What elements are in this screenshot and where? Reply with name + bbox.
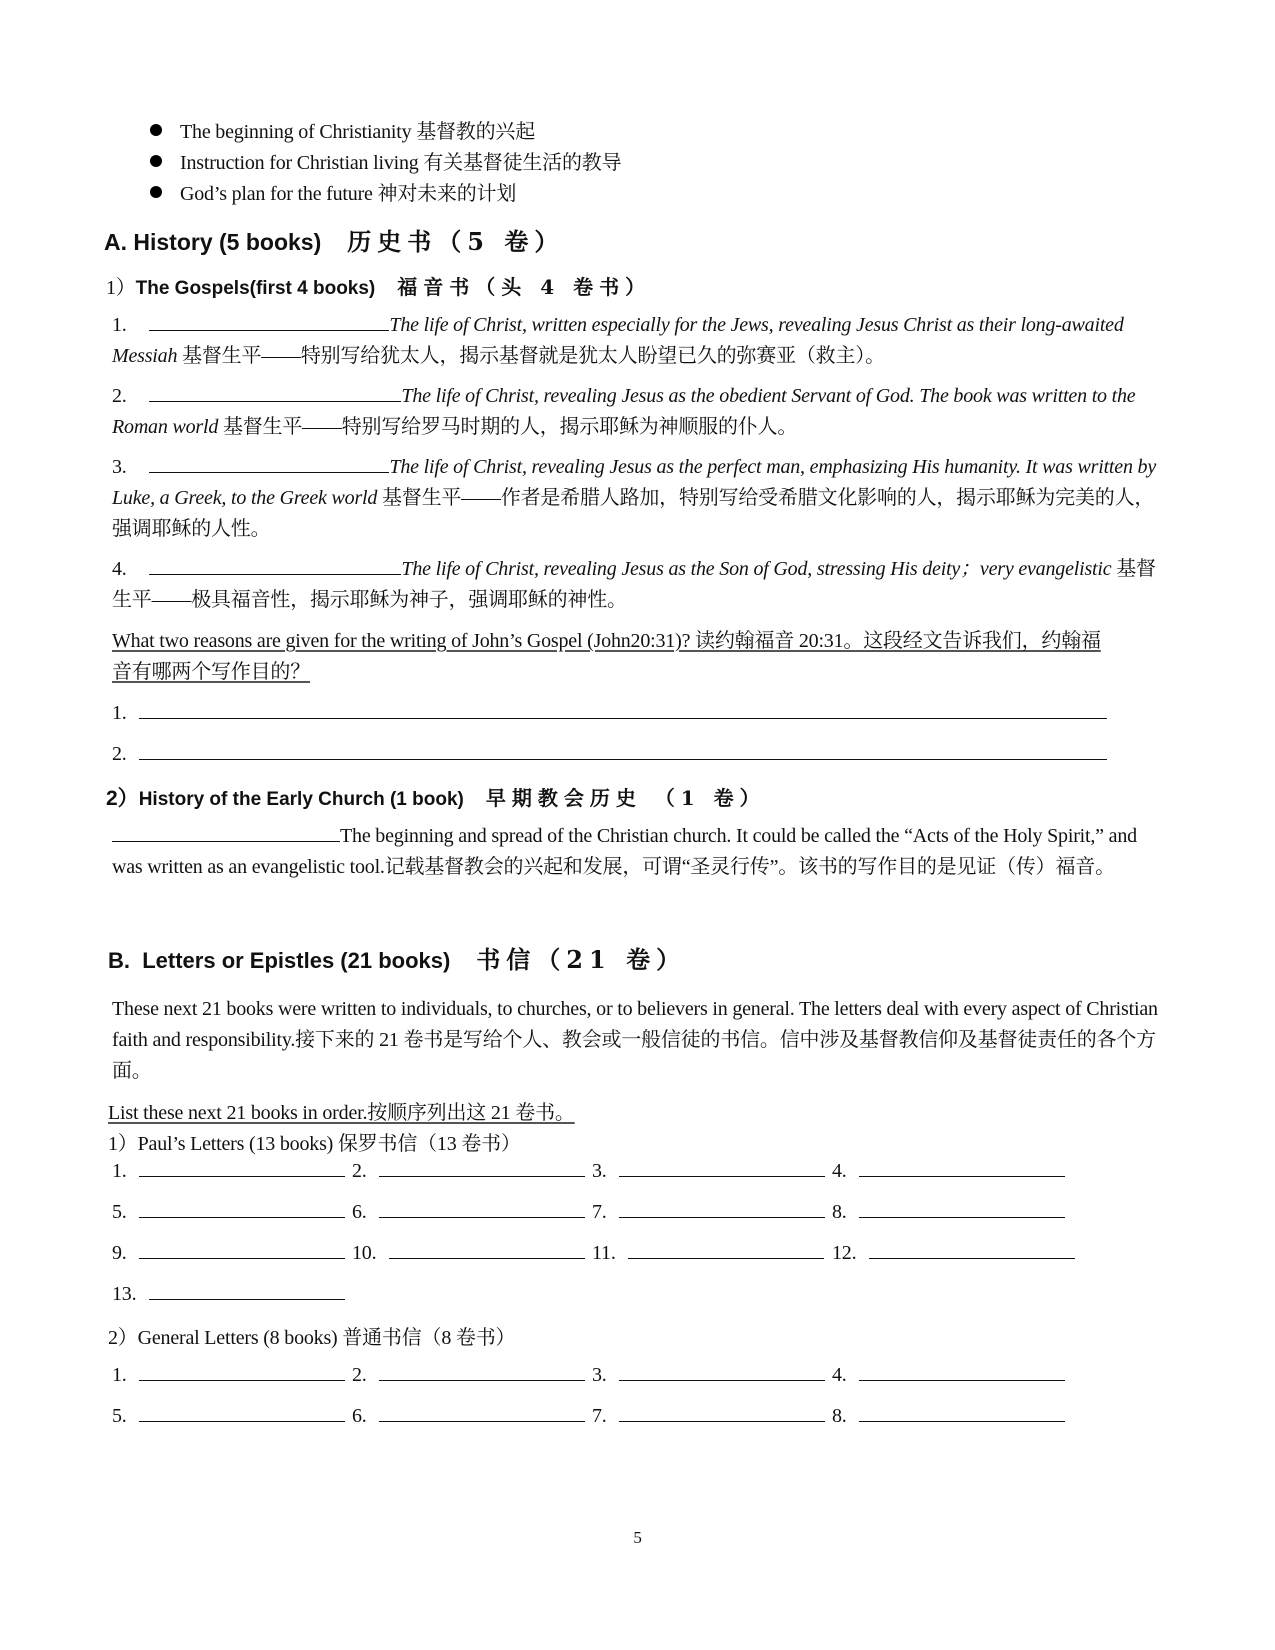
item-text-en: The life of Christ, written especially for the Jews, revealing Jesus Christ as their long-awaited Messiah xyxy=(112,314,1124,367)
pauls-letters-heading: 1）Paul’s Letters (13 books) 保罗书信（13 卷书） xyxy=(108,1133,521,1155)
blank-number: 9. xyxy=(112,1242,127,1264)
section-b-heading xyxy=(108,940,686,975)
answer-blank[interactable] xyxy=(619,1362,825,1381)
bullet-text: The beginning of Christianity 基督教的兴起 xyxy=(180,121,535,143)
section-b-intro: These next 21 books were written to individuals, to churches, or to believers in general. The letters deal with every aspect of Christian faith and responsibility.接下来的 21 卷书是写给个人、教会或一般信徒的书信。信中涉及基督教信仰及基督徒责任的各个方面。 xyxy=(112,998,1158,1082)
answer-blank[interactable] xyxy=(149,383,401,402)
bullet-item xyxy=(150,177,516,206)
item-text-en: The life of Christ, revealing Jesus as the Son of God, stressing His deity；very evangelistic xyxy=(401,558,1112,580)
blank-number: 10. xyxy=(352,1242,377,1264)
answer-line-2 xyxy=(112,741,1107,766)
answer-blank[interactable] xyxy=(139,1240,345,1259)
answer-blank[interactable] xyxy=(149,454,389,473)
answer-blank[interactable] xyxy=(859,1403,1065,1422)
answer-blank[interactable] xyxy=(139,1199,345,1218)
section-a-heading-cn: 历史书（5 卷） xyxy=(347,227,565,256)
pauls-letters-row xyxy=(112,1281,352,1306)
answer-blank[interactable] xyxy=(139,1403,345,1422)
item-text-en: The life of Christ, revealing Jesus as the perfect man, emphasizing His humanity. It was written by Luke, a Greek, to the Greek world xyxy=(112,456,1157,509)
blank-number: 12. xyxy=(832,1242,857,1264)
section-a-heading-en: A. History (5 books) xyxy=(104,229,322,255)
item-number: 1. xyxy=(112,314,127,336)
answer-blank[interactable] xyxy=(149,312,389,331)
answer-blank[interactable] xyxy=(149,556,401,575)
pauls-letters-row xyxy=(112,1240,1092,1265)
answer-blank[interactable] xyxy=(389,1240,585,1259)
item-number: 3. xyxy=(112,456,127,478)
item-text-en: The life of Christ, revealing Jesus as the obedient Servant of God. The book was written to the Roman world xyxy=(112,385,1136,438)
section-b-heading-cn: 书信（21 卷） xyxy=(476,945,687,974)
gospels-heading-cn: 福音书（头 4 卷书） xyxy=(397,275,652,299)
answer-blank[interactable] xyxy=(859,1199,1065,1218)
answer-blank[interactable] xyxy=(619,1158,825,1177)
answer-blank[interactable] xyxy=(112,823,340,842)
answer-blank[interactable] xyxy=(619,1199,825,1218)
blank-number: 5. xyxy=(112,1201,127,1223)
item-text-cn: 基督生平——特别写给犹太人，揭示基督就是犹太人盼望已久的弥赛亚（救主）。 xyxy=(177,345,885,367)
blank-number: 2. xyxy=(352,1364,367,1386)
bullet-item xyxy=(150,115,535,144)
blank-number: 13. xyxy=(112,1283,137,1305)
gospel-item-4 xyxy=(112,554,1162,616)
blank-number: 5. xyxy=(112,1405,127,1427)
bullet-text: God’s plan for the future 神对未来的计划 xyxy=(180,183,517,205)
pauls-letters-row xyxy=(112,1199,1082,1224)
answer-blank[interactable] xyxy=(628,1240,824,1259)
blank-number: 7. xyxy=(592,1201,607,1223)
answer-blank[interactable] xyxy=(379,1362,585,1381)
blank-number: 1. xyxy=(112,1364,127,1386)
gospels-heading-en: The Gospels(first 4 books) xyxy=(135,278,376,299)
blank-number: 11. xyxy=(592,1242,616,1264)
blank-number: 4. xyxy=(832,1364,847,1386)
bullet-icon xyxy=(150,124,162,136)
early-church-text xyxy=(112,821,1162,883)
answer-line-1 xyxy=(112,700,1107,725)
john-question: What two reasons are given for the writing of John’s Gospel (John20:31)? 读约翰福音 20:31。这段经文告诉我们，约翰福音有哪两个写作目的？ xyxy=(112,630,1101,683)
answer-number: 1. xyxy=(112,702,127,724)
general-letters-row xyxy=(112,1362,1082,1387)
gospels-heading xyxy=(106,271,651,300)
blank-number: 7. xyxy=(592,1405,607,1427)
item-number: 4. xyxy=(112,558,127,580)
answer-blank[interactable] xyxy=(139,741,1107,760)
gospels-heading-num: 1） xyxy=(106,277,136,299)
bullet-icon xyxy=(150,186,162,198)
early-church-heading-en: History of the Early Church (1 book) xyxy=(138,789,464,810)
answer-blank[interactable] xyxy=(139,700,1107,719)
gospel-item-2 xyxy=(112,381,1162,443)
blank-number: 8. xyxy=(832,1405,847,1427)
answer-blank[interactable] xyxy=(139,1362,345,1381)
gospel-item-1 xyxy=(112,310,1162,372)
blank-number: 8. xyxy=(832,1201,847,1223)
answer-blank[interactable] xyxy=(379,1158,585,1177)
blank-number: 2. xyxy=(352,1160,367,1182)
answer-blank[interactable] xyxy=(379,1199,585,1218)
page-number: 5 xyxy=(633,1528,642,1547)
gospel-item-3 xyxy=(112,452,1162,545)
section-a-heading xyxy=(104,222,564,257)
answer-blank[interactable] xyxy=(379,1403,585,1422)
item-text-cn: 基督生平——极具福音性，揭示耶稣为神子，强调耶稣的神性。 xyxy=(112,558,1156,611)
early-church-heading-cn: 早期教会历史 （1 卷） xyxy=(485,786,766,810)
item-text-cn: 基督生平——作者是希腊人路加，特别写给受希腊文化影响的人，揭示耶稣为完美的人，强调耶稣的人性。 xyxy=(112,487,1155,540)
blank-number: 3. xyxy=(592,1364,607,1386)
blank-number: 1. xyxy=(112,1160,127,1182)
answer-blank[interactable] xyxy=(869,1240,1075,1259)
item-text-cn: 基督生平——特别写给罗马时期的人，揭示耶稣为神顺服的仆人。 xyxy=(218,416,798,438)
answer-number: 2. xyxy=(112,743,127,765)
list-instruction: List these next 21 books in order.按顺序列出这 21 卷书。 xyxy=(108,1102,575,1124)
bullet-text: Instruction for Christian living 有关基督徒生活的教导 xyxy=(180,152,622,174)
answer-blank[interactable] xyxy=(859,1362,1065,1381)
blank-number: 4. xyxy=(832,1160,847,1182)
general-letters-row xyxy=(112,1403,1082,1428)
answer-blank[interactable] xyxy=(149,1281,345,1300)
pauls-letters-row xyxy=(112,1158,1082,1183)
section-b-heading-en: B. Letters or Epistles (21 books) xyxy=(108,948,451,973)
bullet-item xyxy=(150,146,621,175)
blank-number: 6. xyxy=(352,1405,367,1427)
bullet-icon xyxy=(150,155,162,167)
answer-blank[interactable] xyxy=(139,1158,345,1177)
early-church-description: The beginning and spread of the Christian church. It could be called the “Acts of the Holy Spirit,” and was written as an evangelistic tool.记载基督教会的兴起和发展，可谓“圣灵行传”。该书的写作目的是见证（传）福音。 xyxy=(112,825,1137,878)
blank-number: 3. xyxy=(592,1160,607,1182)
early-church-heading-num: 2） xyxy=(106,787,139,810)
general-letters-heading: 2）General Letters (8 books) 普通书信（8 卷书） xyxy=(108,1327,516,1349)
answer-blank[interactable] xyxy=(859,1158,1065,1177)
answer-blank[interactable] xyxy=(619,1403,825,1422)
blank-number: 6. xyxy=(352,1201,367,1223)
early-church-heading xyxy=(106,782,766,812)
item-number: 2. xyxy=(112,385,127,407)
